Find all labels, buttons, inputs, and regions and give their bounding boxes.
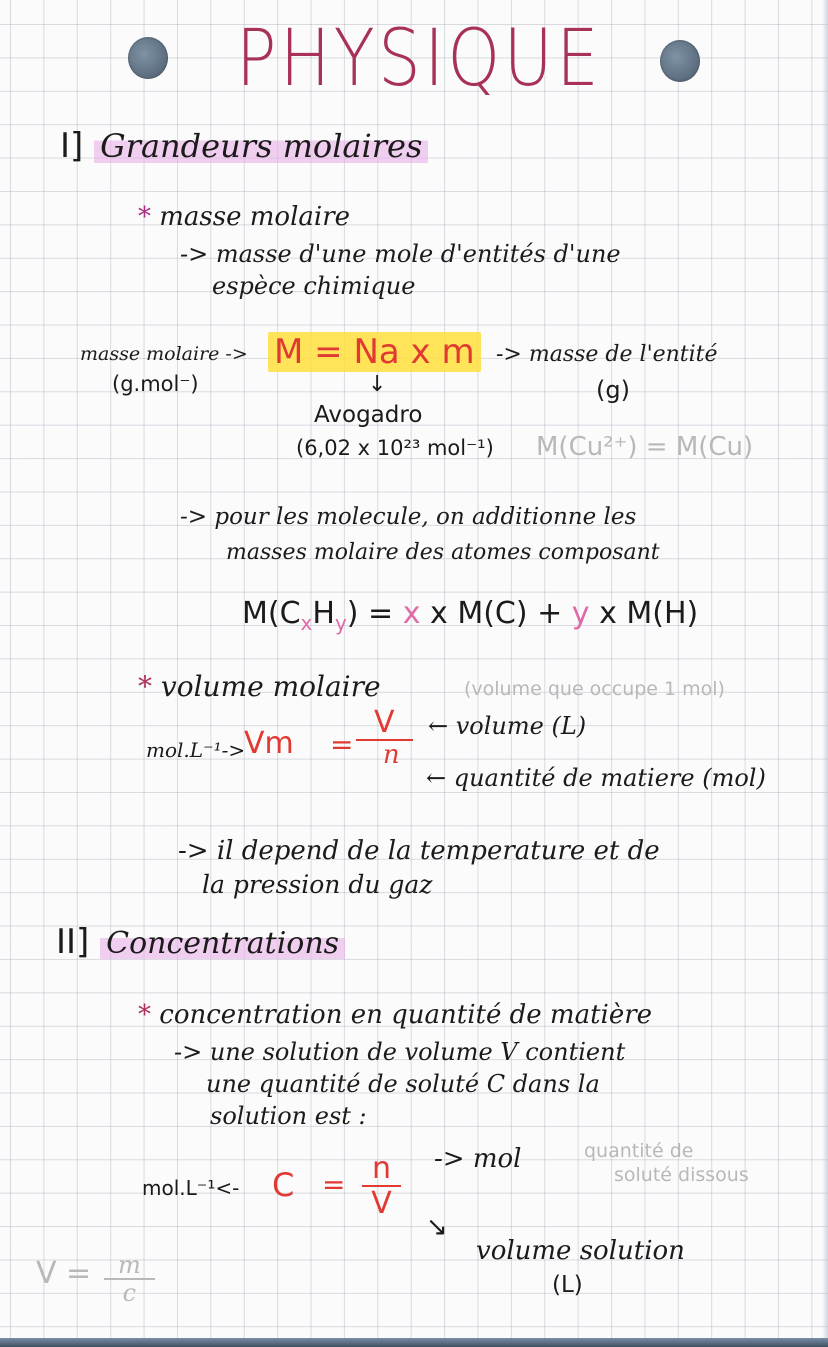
c-denominator-note: volume solution [476,1236,685,1266]
pencil-formula-denominator: c [122,1279,137,1308]
masse-molaire-label: * masse molaire [138,202,351,232]
vm-dependency-1: -> il depend de la temperature et de [178,836,660,866]
section-2-title: Concentrations [100,926,345,961]
concentration-line-3: solution est : [210,1102,367,1130]
arrow-down-right-icon: ↘ [426,1212,448,1242]
section-1-numeral: I] [60,126,84,166]
c-equals: = [322,1168,346,1201]
molecule-formula: $M(C_xH_y) = x$ x M(C) + y x M(H) [242,596,699,635]
vm-denominator: n [382,740,400,770]
binder-hole-right [660,40,700,82]
volume-molaire-pencil-note: (volume que occupe 1 mol) [464,678,725,700]
arrow-down-icon: ↓ [368,372,387,397]
vm-fraction [356,706,413,770]
pencil-formula-numerator: m [104,1252,155,1280]
vm-numerator: V [356,706,413,741]
c-pencil-note-1: quantité de [584,1140,694,1162]
c-denominator-unit: (L) [552,1272,583,1298]
section-1-heading [60,126,428,166]
vm-dependency-2: la pression du gaz [202,870,433,899]
page-edge [822,0,828,1347]
molecule-line-1: -> pour les molecule, on additionne les [180,504,637,530]
formula-left-label: masse molaire -> [80,343,248,365]
c-unit-left: mol.L⁻¹<- [142,1176,240,1200]
c-fraction [362,1152,401,1220]
vm-denominator-note: ← quantité de matiere (mol) [426,764,766,792]
volume-molaire-label: * volume molaire [138,670,381,703]
formula-right-unit: (g) [596,376,630,404]
vm-equals: = [330,728,354,761]
page-bottom-edge [0,1338,828,1347]
vm-numerator-note: ← volume (L) [428,712,587,740]
bullet-star-icon: * [138,202,151,232]
c-pencil-note-2: soluté dissous [614,1164,749,1186]
avogadro-label: Avogadro [314,402,423,428]
concentration-line-1: -> une solution de volume V contient [174,1038,626,1066]
bullet-star-icon: * [138,1000,151,1030]
binder-hole-left [128,37,168,79]
section-2-heading [56,922,345,962]
avogadro-value: (6,02 x 10²³ mol⁻¹) [296,436,494,460]
c-symbol: C [272,1166,295,1204]
c-denominator: V [371,1186,392,1221]
page-title: PHYSIQUE [236,14,603,104]
masse-molaire-def-1: -> masse d'une mole d'entités d'une [180,240,621,268]
c-numerator: n [362,1152,401,1187]
vm-symbol: Vm [244,726,294,761]
bullet-star-icon: * [138,670,152,703]
formula-right-label: -> masse de l'entité [496,342,718,367]
masse-molaire-def-2: espèce chimique [212,272,416,300]
formula-molar-mass: M = Na x m [268,332,481,372]
section-2-numeral: II] [56,922,90,962]
concentration-label: * concentration en quantité de matière [138,1000,653,1030]
c-numerator-note: -> mol [434,1144,522,1174]
vm-unit-left: mol.L⁻¹-> [146,738,246,762]
pencil-formula-fraction [104,1252,155,1307]
concentration-line-2: une quantité de soluté C dans la [206,1070,600,1098]
section-1-title: Grandeurs molaires [94,127,428,165]
molecule-line-2: masses molaire des atomes composant [226,540,660,565]
formula-left-unit: (g.mol⁻) [112,372,199,396]
pencil-formula-lhs: V = [36,1256,92,1291]
pencil-note-cu: M(Cu²⁺) = M(Cu) [536,432,754,462]
